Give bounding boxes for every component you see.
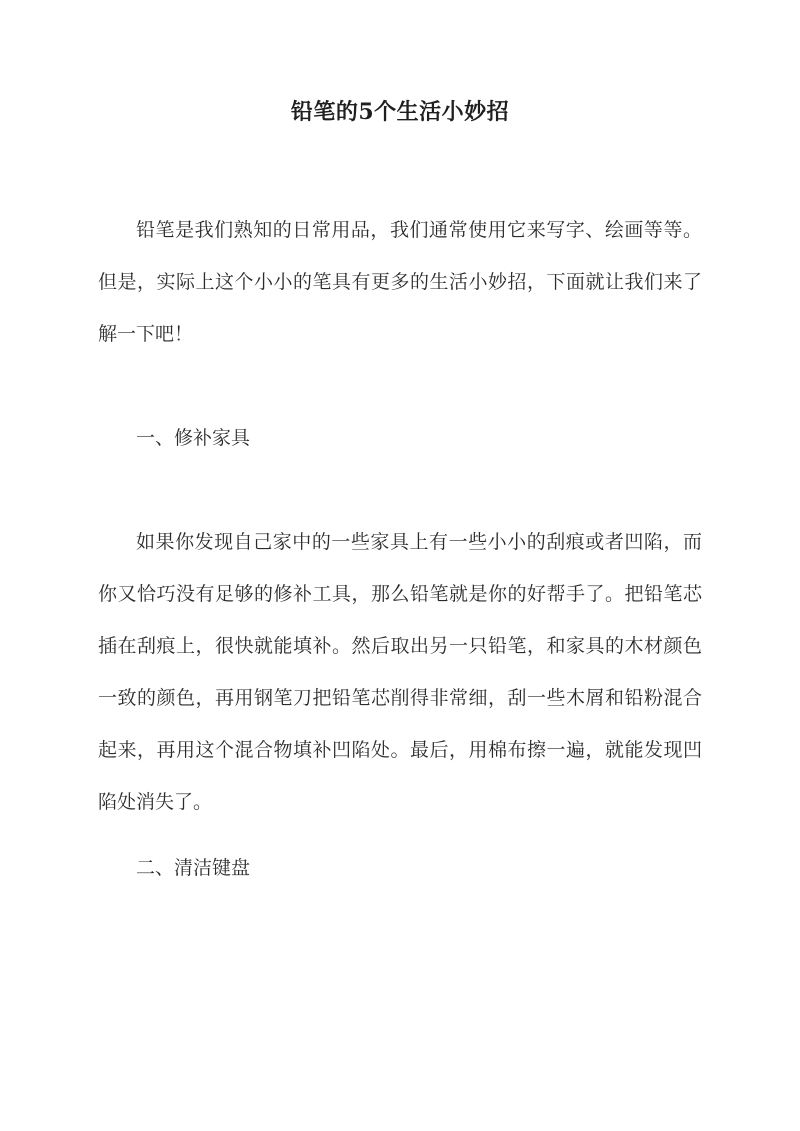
- section-heading-2: 二、清洁键盘: [136, 857, 251, 879]
- page-title: 铅笔的5个生活小妙招: [290, 99, 510, 125]
- section-body-1: 如果你发现自己家中的一些家具上有一些小小的刮痕或者凹陷，而你又恰巧没有足够的修补工具，那么铅笔就是你的好帮手了。把铅笔芯插在刮痕上，很快就能填补。然后取出另一只铅笔，和家具的木材颜色一致的颜色，再用钢笔刀把铅笔芯削得非常细，刮一些木屑和铅粉混合起来，再用这个混合物填补凹陷处。最后，用棉布擦一遍，就能发现凹陷处消失了。: [98, 531, 702, 813]
- intro-paragraph: 铅笔是我们熟知的日常用品，我们通常使用它来写字、绘画等等。但是，实际上这个小小的笔具有更多的生活小妙招，下面就让我们来了解一下吧！: [98, 219, 702, 345]
- section-heading-1: 一、修补家具: [136, 427, 251, 449]
